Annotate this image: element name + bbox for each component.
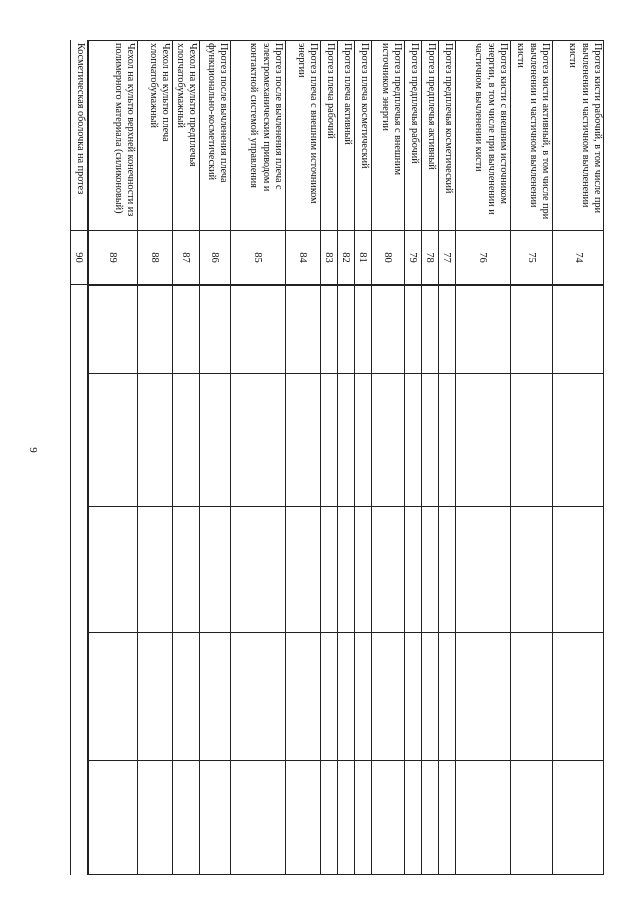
row-number: 74 [552,230,604,285]
row-number: 78 [421,230,438,285]
row-name: Протез предплечья с внешним источником энергии [371,40,404,230]
row-name: Протез предплечья активный [421,40,438,230]
column-divider [88,373,604,374]
row-number: 77 [438,230,455,285]
row-number: 84 [285,230,320,285]
row-name: Протез плеча косметический [354,40,371,230]
row-number: 85 [230,230,285,285]
row-number: 87 [172,230,199,285]
row-number: 86 [199,230,230,285]
row-number: 88 [137,230,172,285]
page-number: 9 [27,447,39,453]
row-number: 82 [337,230,354,285]
column-divider [88,285,604,286]
column-divider [88,632,604,633]
table-body [73,40,604,875]
row-name: Протез кисти рабочий, в том числе при вычленении и частичном вычленении кисти [552,40,604,230]
row-name: Протез плеча с внешним источником энергии [285,40,320,230]
row-number: 75 [510,230,552,285]
row-number: 79 [404,230,421,285]
row-number: 90 [70,230,87,285]
row-name: Протез кисти с внешним источником энергии, в том числе при вычленении и частичном вычленении кисти [455,40,510,230]
row-name: Протез предплечья косметический [438,40,455,230]
row-number: 83 [320,230,337,285]
row-name: Протез после вычленения плеча с электромеханическим приводом и контактной системой управления [230,40,285,230]
row-name: Протез плеча рабочий [320,40,337,230]
row-name: Чехол на культю предплечья хлопчатобумажный [172,40,199,230]
row-name: Чехол на культю плеча хлопчатобумажный [137,40,172,230]
column-divider [88,506,604,507]
row-name: Чехол на культю верхней конечности из полимерного материала (силиконовый) [87,40,137,230]
row-number: 76 [455,230,510,285]
row-name: Протез предплечья рабочий [404,40,421,230]
row-name: Протез кисти активный, в том числе при вычленении и частичном вычленении кисти [510,40,552,230]
table-row [70,285,87,875]
column-divider [88,760,604,761]
row-name: Косметическая оболочка на протез [70,40,87,230]
row-name: Протез после вычленения плеча функционально-косметический [199,40,230,230]
row-number: 81 [354,230,371,285]
row-name: Протез плеча активный [337,40,354,230]
rotated-table [73,40,604,875]
row-number: 80 [371,230,404,285]
row-number: 89 [87,230,137,285]
